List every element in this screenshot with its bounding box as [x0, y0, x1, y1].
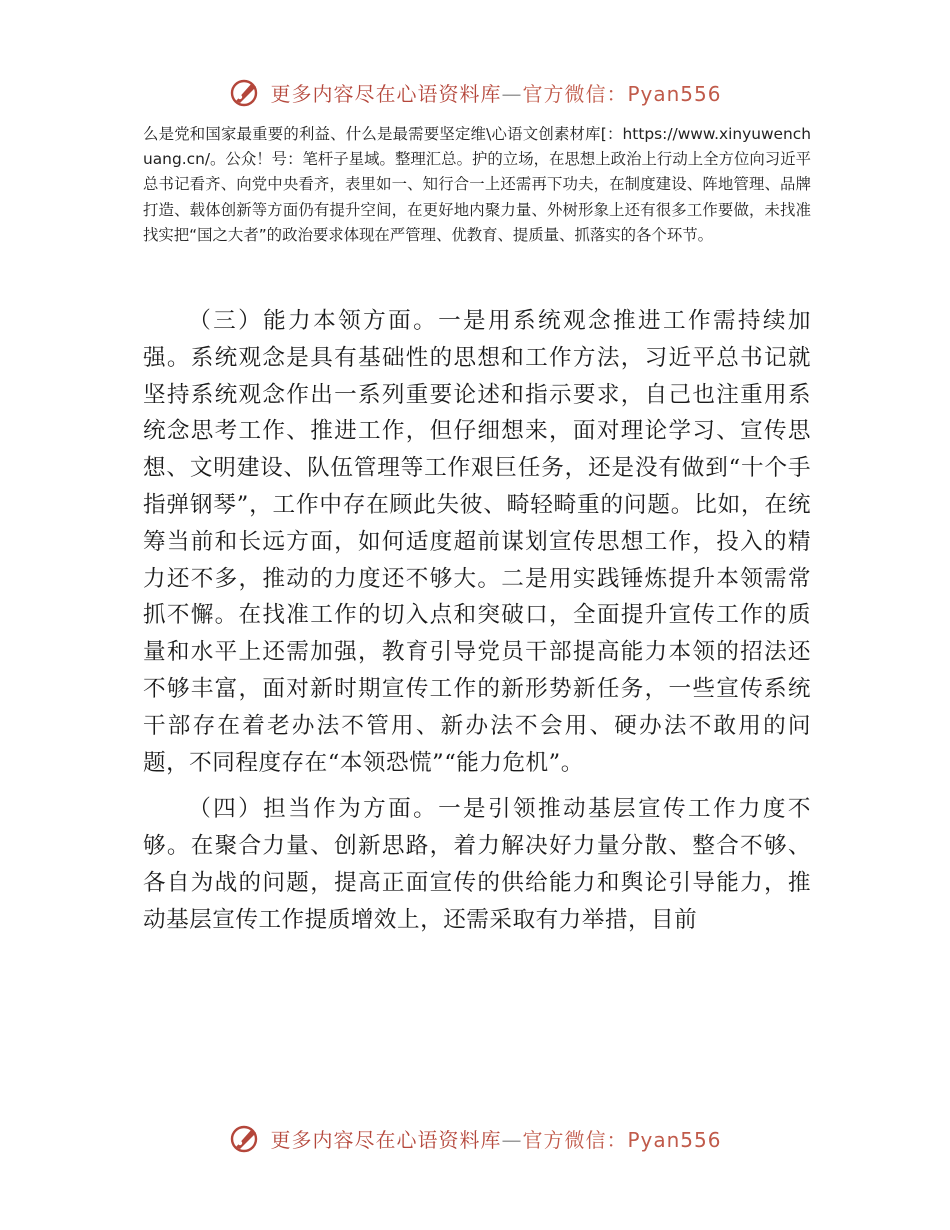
banner-title: 更多内容尽在心语资料库	[270, 1127, 502, 1152]
pen-nib-logo-icon	[228, 1121, 262, 1155]
banner-dash: —	[501, 1127, 523, 1152]
banner-dash: —	[501, 81, 523, 106]
banner-wechat: 官方微信：Pyan556	[522, 81, 722, 106]
banner-text	[270, 78, 721, 107]
banner-wechat: 官方微信：Pyan556	[522, 1127, 722, 1152]
banner-text	[270, 1124, 721, 1153]
pen-nib-logo-icon	[228, 75, 262, 109]
banner-title: 更多内容尽在心语资料库	[270, 81, 502, 106]
header-banner	[0, 72, 950, 112]
paragraph-responsibility: （四）担当作为方面。一是引领推动基层宣传工作力度不够。在聚合力量、创新思路，着力解决好力量分散、整合不够、各自为战的问题，提高正面宣传的供给能力和舆论引导能力，推动基层宣传工作提质增效上，还需采取有力举措，目前	[143, 796, 811, 933]
footer-banner	[0, 1118, 950, 1158]
intro-paragraph: 么是党和国家最重要的利益、什么是最需要坚定维\心语文创素材库[：https://www.xinyuwenchuang.cn/。公众！号：笔杆子星域。整理汇总。护的立场，在思想上政治上行动上全方位向习近平总书记看齐、向党中央看齐，表里如一、知行合一上还需再下功夫，在制度建设、阵地管理、品牌打造、载体创新等方面仍有提升空间，在更好地内聚力量、外树形象上还有很多工作要做，未找准找实把“国之大者”的政治要求体现在严管理、优教育、提质量、抓落实的各个环节。	[143, 125, 811, 244]
paragraph-ability: （三）能力本领方面。一是用系统观念推进工作需持续加强。系统观念是具有基础性的思想和工作方法，习近平总书记就坚持系统观念作出一系列重要论述和指示要求，自己也注重用系统念思考工作、推进工作，但仔细想来，面对理论学习、宣传思想、文明建设、队伍管理等工作艰巨任务，还是没有做到“十个手指弹钢琴”，工作中存在顾此失彼、畸轻畸重的问题。比如，在统筹当前和长远方面，如何适度超前谋划宣传思想工作，投入的精力还不多，推动的力度还不够大。二是用实践锤炼提升本领需常抓不懈。在找准工作的切入点和突破口，全面提升宣传工作的质量和水平上还需加强，教育引导党员干部提高能力本领的招法还不够丰富，面对新时期宣传工作的新形势新任务，一些宣传系统干部存在着老办法不管用、新办法不会用、硬办法不敢用的问题，不同程度存在“本领恐慌”“能力危机”。	[143, 308, 811, 776]
main-text	[143, 303, 811, 949]
